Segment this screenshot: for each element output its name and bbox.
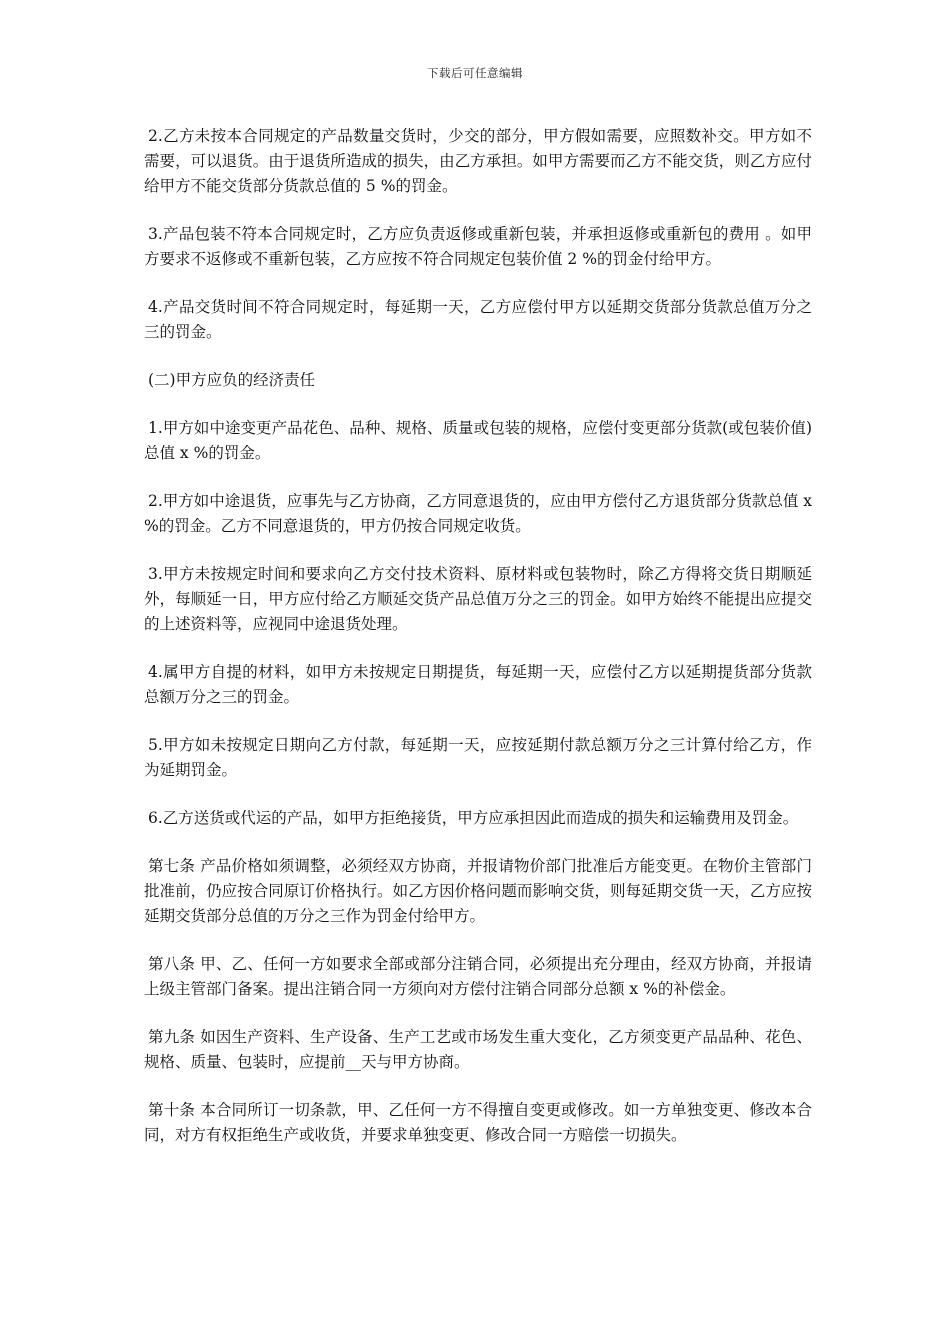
paragraph: 6.乙方送货或代运的产品，如甲方拒绝接货，甲方应承担因此而造成的损失和运输费用及罚金。 (148, 809, 799, 827)
paragraph: 4.属甲方自提的材料，如甲方未按规定日期提货，每延期一天，应偿付乙方以延期提货部分货款总额万分之三的罚金。 (144, 663, 812, 706)
article-9: 第九条 如因生产资料、生产设备、生产工艺或市场发生重大变化，乙方须变更产品品种、花色、规格、质量、包装时，应提前__天与甲方协商。 (144, 1028, 812, 1071)
page-header: 下载后可任意编辑 (427, 66, 523, 80)
article-8: 第八条 甲、乙、任何一方如要求全部或部分注销合同，必须提出充分理由，经双方协商，并报请上级主管部门备案。提出注销合同一方须向对方偿付注销合同部分总额 x %的补偿金。 (144, 955, 812, 998)
paragraph: 3.甲方未按规定时间和要求向乙方交付技术资料、原材料或包装物时，除乙方得将交货日期顺延外，每顺延一日，甲方应付给乙方顺延交货产品总值万分之三的罚金。如甲方始终不能提出应提交的上述资料等，应视同中途退货处理。 (144, 565, 812, 633)
paragraph: 2.甲方如中途退货，应事先与乙方协商，乙方同意退货的，应由甲方偿付乙方退货部分货款总值 x %的罚金。乙方不同意退货的，甲方仍按合同规定收货。 (144, 492, 812, 535)
paragraph: 1.甲方如中途变更产品花色、品种、规格、质量或包装的规格，应偿付变更部分货款(或包装价值)总值 x %的罚金。 (144, 419, 812, 462)
article-7: 第七条 产品价格如须调整，必须经双方协商，并报请物价部门批准后方能变更。在物价主管部门批准前，仍应按合同原订价格执行。如乙方因价格问题而影响交货，则每延期交货一天，乙方应按延期交货部分总值的万分之三作为罚金付给甲方。 (144, 857, 812, 925)
document-body (144, 124, 812, 1171)
paragraph: 5.甲方如未按规定日期向乙方付款，每延期一天，应按延期付款总额万分之三计算付给乙方，作为延期罚金。 (144, 736, 812, 779)
paragraph: 2.乙方未按本合同规定的产品数量交货时，少交的部分，甲方假如需要，应照数补交。甲方如不需要，可以退货。由于退货所造成的损失，由乙方承担。如甲方需要而乙方不能交货，则乙方应付给甲方不能交货部分货款总值的 5 %的罚金。 (144, 127, 812, 195)
paragraph: 3.产品包装不符本合同规定时，乙方应负责返修或重新包装，并承担返修或重新包的费用 。如甲方要求不返修或不重新包装，乙方应按不符合同规定包装价值 2 %的罚金付给甲方。 (144, 225, 812, 268)
paragraph: 4.产品交货时间不符合同规定时，每延期一天，乙方应偿付甲方以延期交货部分货款总值万分之三的罚金。 (144, 298, 812, 341)
section-heading: (二)甲方应负的经济责任 (148, 371, 316, 389)
article-10: 第十条 本合同所订一切条款，甲、乙任何一方不得擅自变更或修改。如一方单独变更、修改本合同，对方有权拒绝生产或收货，并要求单独变更、修改合同一方赔偿一切损失。 (144, 1101, 812, 1144)
